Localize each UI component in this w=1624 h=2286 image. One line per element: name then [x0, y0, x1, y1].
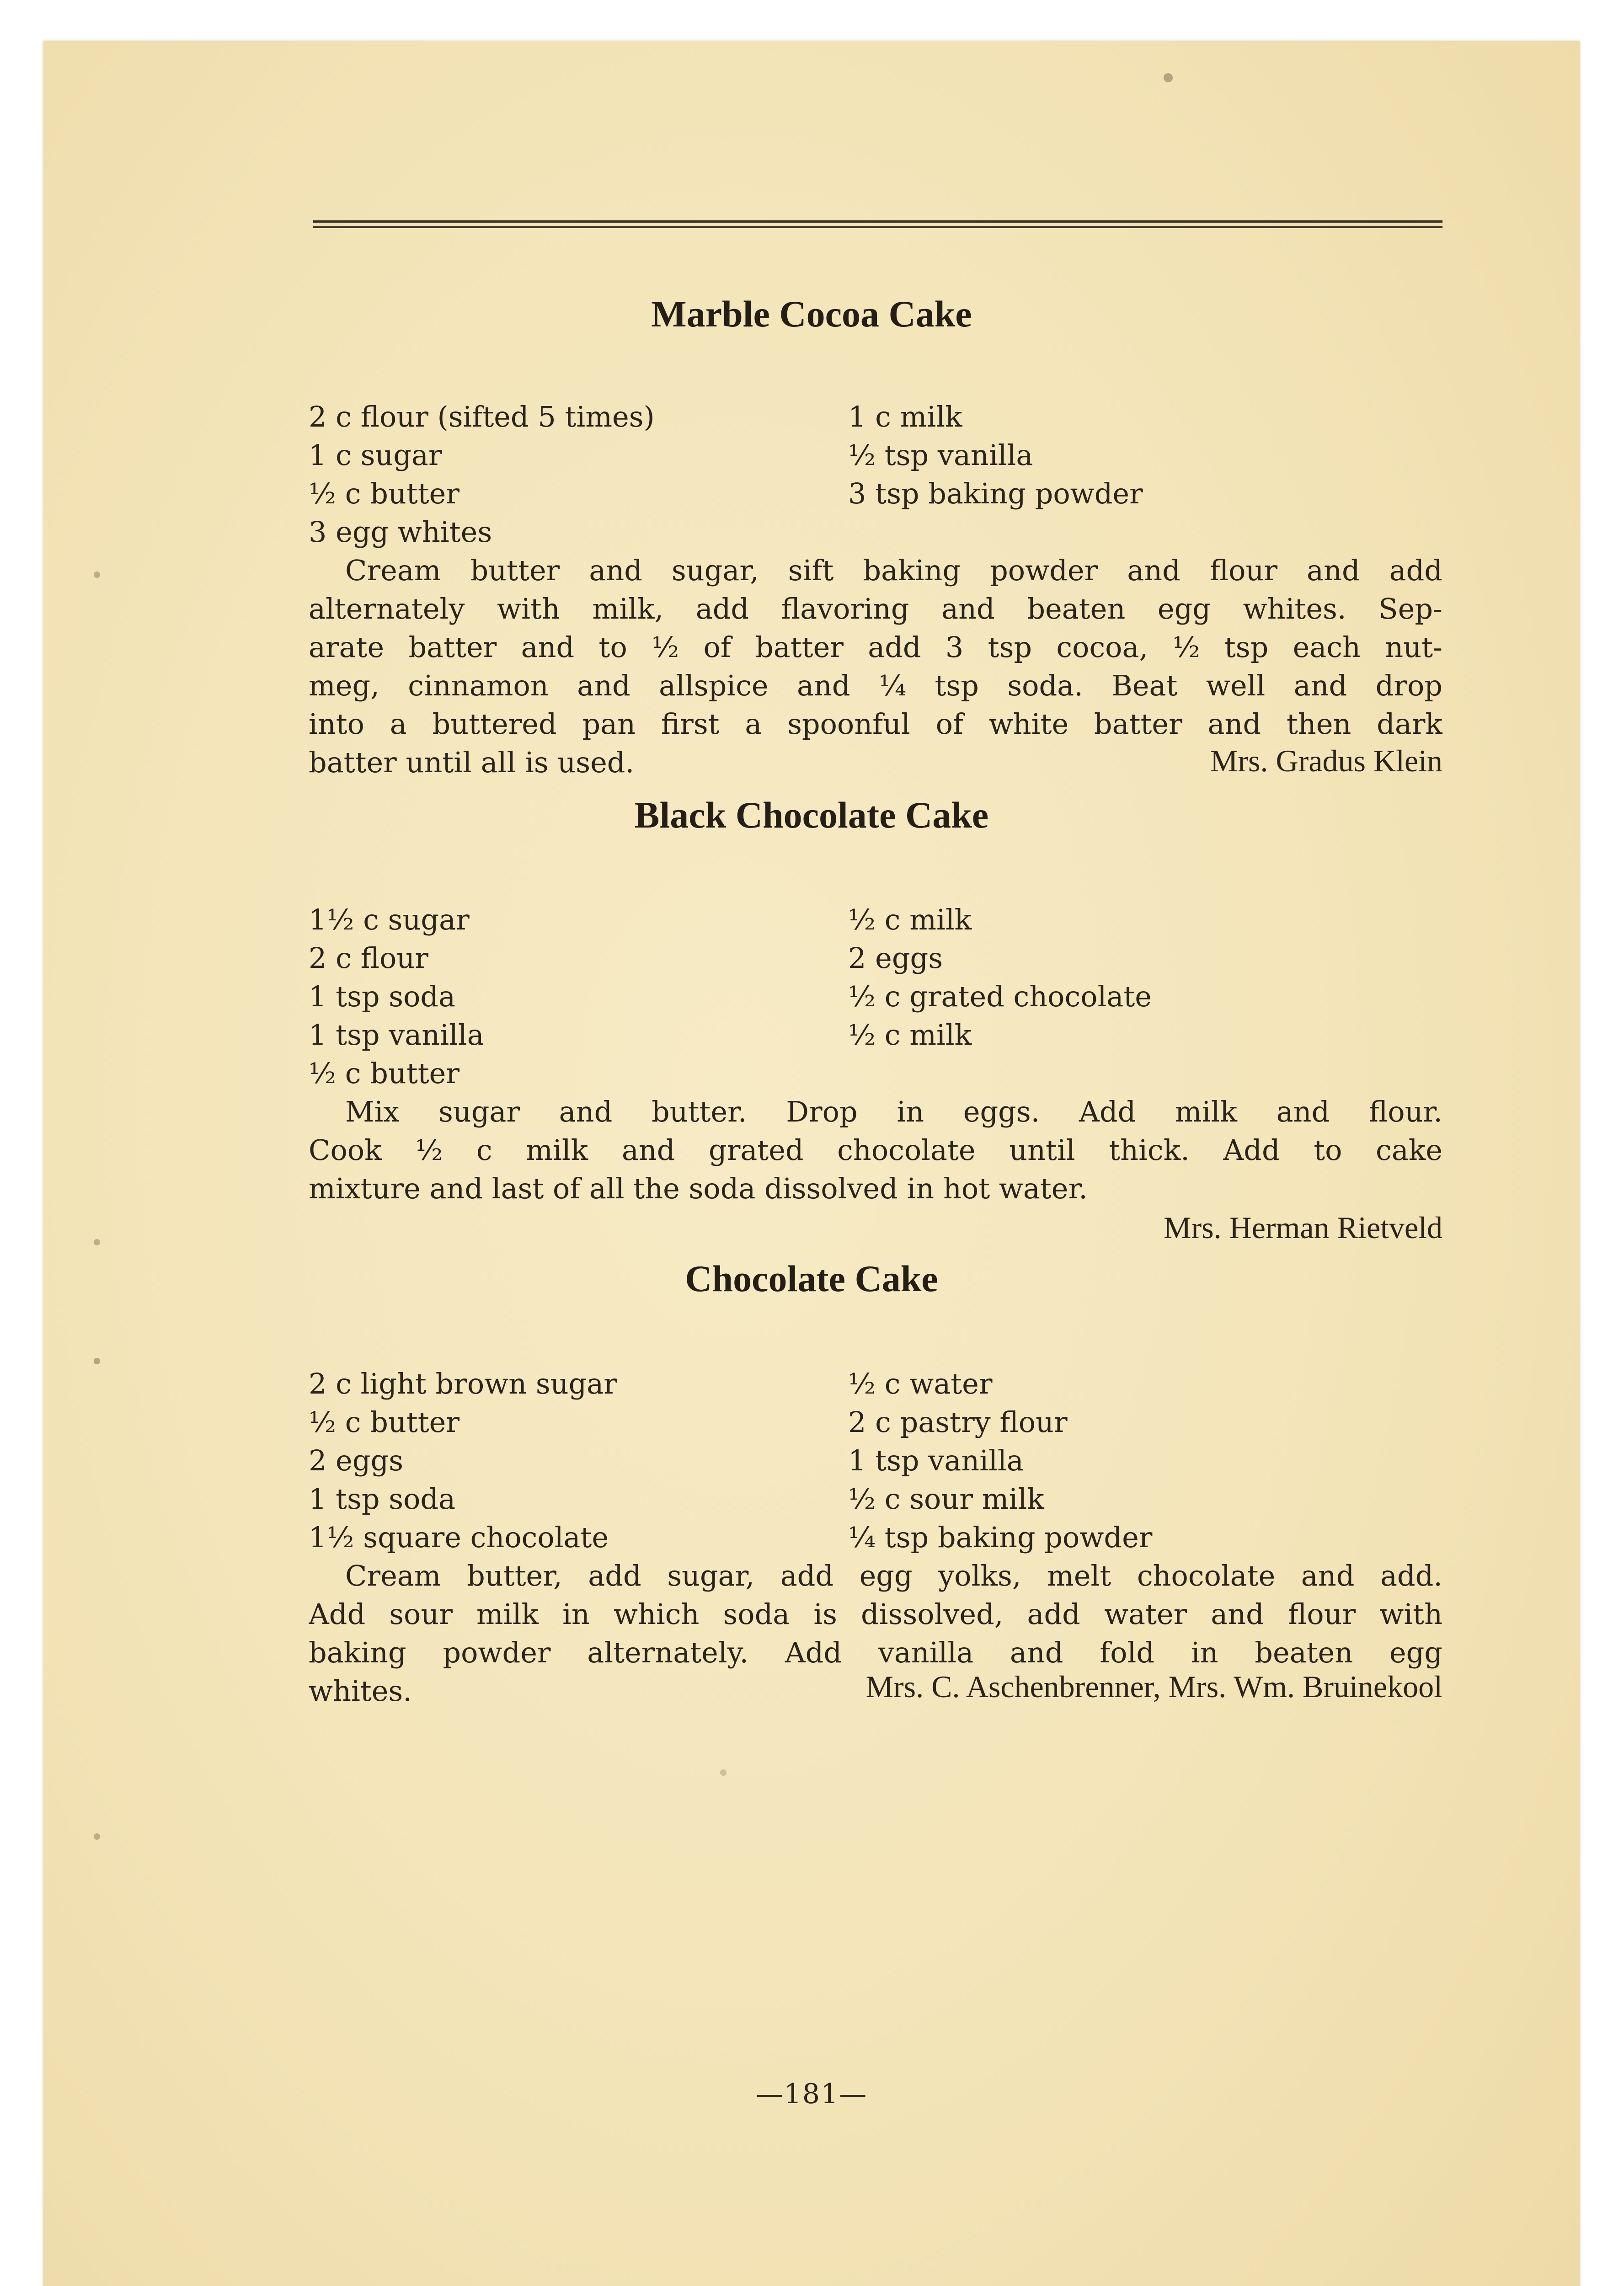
ingredient: 1 tsp vanilla [848, 1444, 1024, 1477]
attribution-marble-cocoa-cake: Mrs. Gradus Klein [1210, 743, 1442, 778]
page-number: —181— [755, 2078, 868, 2110]
ingredient: 1 tsp soda [309, 1482, 456, 1516]
instruction-line: mixture and last of all the soda dissolved in hot water. [309, 1172, 1088, 1205]
instruction-line: Cream butter and sugar, sift baking powder and flour and add [345, 554, 1442, 587]
ingredient: 2 c flour [309, 941, 428, 975]
ingredient: 1 c milk [848, 400, 962, 433]
ingredient: 2 c flour (sifted 5 times) [309, 400, 655, 433]
instruction-line: Cream butter, add sugar, add egg yolks, melt chocolate and add. [345, 1559, 1442, 1592]
instruction-line: meg, cinnamon and allspice and ¼ tsp soda. Beat well and drop [309, 669, 1442, 702]
ingredients-left-chocolate-cake [309, 1365, 617, 1557]
ingredient: ½ c butter [309, 1405, 460, 1439]
instruction-line: Mix sugar and butter. Drop in eggs. Add milk and flour. [345, 1095, 1442, 1128]
paper-speck [94, 1358, 100, 1364]
ingredients-right-chocolate-cake [848, 1365, 1152, 1557]
ingredient: ½ c butter [309, 477, 460, 510]
ingredient: 3 egg whites [309, 515, 492, 549]
attribution-black-chocolate-cake: Mrs. Herman Rietveld [1164, 1210, 1442, 1245]
paper-speck [94, 1833, 100, 1840]
recipe-title-black-chocolate-cake: Black Chocolate Cake [634, 794, 989, 836]
instruction-line: whites. [309, 1674, 412, 1708]
ingredient: 1 tsp vanilla [309, 1018, 484, 1052]
ingredient: ½ c sour milk [848, 1482, 1044, 1516]
ingredient: ½ c milk [848, 1018, 972, 1052]
ingredient: ½ c grated chocolate [848, 980, 1152, 1013]
ingredient: ½ c milk [848, 903, 972, 936]
ingredient: ½ c water [848, 1367, 993, 1400]
ingredient: 2 eggs [309, 1444, 404, 1477]
ingredient: ½ tsp vanilla [848, 438, 1033, 472]
ingredient: ½ c butter [309, 1057, 460, 1090]
attribution-chocolate-cake: Mrs. C. Aschenbrenner, Mrs. Wm. Bruinekool [865, 1669, 1442, 1704]
instruction-line: alternately with milk, add flavoring and beaten egg whites. Sep- [309, 592, 1442, 625]
header-rule-top [313, 220, 1442, 223]
ingredient: 3 tsp baking powder [848, 477, 1143, 510]
recipe-title-chocolate-cake: Chocolate Cake [685, 1258, 938, 1299]
instruction-line: Cook ½ c milk and grated chocolate until thick. Add to cake [309, 1133, 1442, 1167]
paper-speck [94, 572, 100, 578]
recipe-title-marble-cocoa-cake: Marble Cocoa Cake [651, 293, 972, 335]
ingredient: ¼ tsp baking powder [848, 1521, 1153, 1554]
instructions-black-chocolate-cake [309, 1093, 1442, 1208]
ingredient: 2 eggs [848, 941, 943, 975]
ingredient: 1 tsp soda [309, 980, 456, 1013]
instruction-line: into a buttered pan first a spoonful of white batter and then dark [309, 707, 1442, 741]
header-rule-bottom [313, 226, 1442, 228]
ingredients-right-marble-cocoa-cake [848, 398, 1143, 513]
paper-speck [720, 1769, 727, 1776]
ingredient: 1½ square chocolate [309, 1521, 609, 1554]
ingredients-right-black-chocolate-cake [848, 901, 1152, 1054]
ingredient: 2 c light brown sugar [309, 1367, 617, 1400]
instruction-line: Add sour milk in which soda is dissolved, add water and flour with [309, 1597, 1442, 1631]
instruction-line: batter until all is used. [309, 746, 635, 779]
paper-speck [1164, 73, 1173, 82]
ingredients-left-marble-cocoa-cake [309, 398, 655, 551]
instruction-line: arate batter and to ½ of batter add 3 tsp cocoa, ½ tsp each nut- [309, 630, 1442, 664]
instruction-line: baking powder alternately. Add vanilla and fold in beaten egg [309, 1636, 1442, 1669]
ingredient: 2 c pastry flour [848, 1405, 1068, 1439]
ingredient: 1½ c sugar [309, 903, 470, 936]
ingredient: 1 c sugar [309, 438, 442, 472]
ingredients-left-black-chocolate-cake [309, 901, 484, 1093]
paper-speck [94, 1239, 100, 1245]
book-page [43, 41, 1580, 2286]
